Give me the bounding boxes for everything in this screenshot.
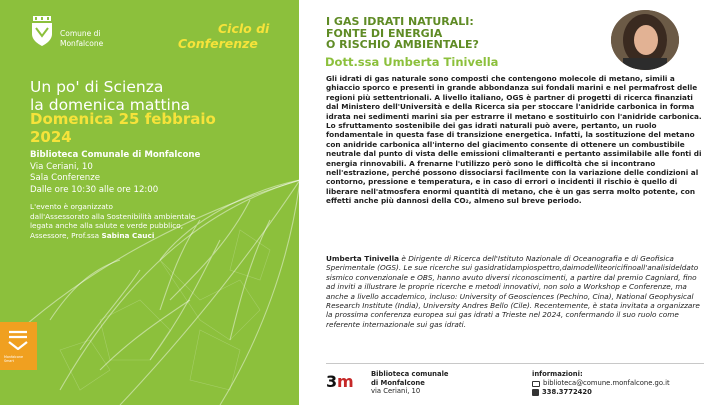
ciclo-conferenze — [178, 21, 269, 51]
series-title — [30, 78, 190, 114]
bio-text: è Dirigente di Ricerca dell'Istituto Nazionale di Oceanografia e di Geofisica Sperimentale (OGS). Le sue ricerche sui gasidratidampiospettro,daimodelliteoricifinoall'analisideldato sismico convenzionale e OBS, hanno avuto diversi riconoscimenti, a partire dal premio Cagniard, fino ad inviti a illustrare le proprie ricerche e metodi innovativi, non solo a Workshop e Conferenze, ma anche a livello accademico, incluso: University of Geosciences (Pechino, Cina), National Geophysical Research Institute (India), University Andres Bello (Cile). Recentemente, è stata invitata a organizzare la prossima conferenza europea sui gas idrati a Trieste nel 2024, confermando il suo ruolo come referente internazionale sui gas idrati. — [326, 254, 700, 329]
footer-divider — [326, 363, 704, 364]
mfc-line1: Monfalcone — [4, 355, 23, 359]
talk-title-line3: O RISCHIO AMBIENTALE? — [326, 38, 479, 51]
series-title-line2: la domenica mattina — [30, 96, 191, 114]
left-panel — [0, 0, 299, 405]
organizer-role: Assessore, Prof.ssa — [30, 230, 102, 240]
event-date — [30, 110, 216, 146]
contact-phone-row[interactable] — [532, 388, 670, 397]
contact-email[interactable]: biblioteca@comune.monfalcone.go.it — [543, 379, 670, 387]
library-address — [371, 370, 449, 396]
talk-abstract: Gli idrati di gas naturale sono composti che contengono molecole di metano, simili a ghiaccio sporco e presenti in grande abbondanza sui fondali marini e nel permafrost delle regioni più settentrionali. A livello italiano, OGS è partner di progetti di ricerca finanziati dal Ministero dell'Università e della Ricerca sia per stoccare l'anidride carbonica in forma idrata nei sedimenti marini sia per estrarre il metano e sostituirlo con l'anidride carbonica. Lo sfruttamento sostenibile dei gas idrati naturali può avere, pertanto, un ruolo fondamentale in questa fase di transizione energetica. Infatti, la sostituzione del metano con anidride carbonica all'interno del giacimento consente di ottenere un combustibile neutrale dal punto di vista delle emissioni climalteranti e pertanto assimilabile alle fonti di energia rinnovabili. A frenarne l'utilizzo però sono le difficoltà che si incontrano nell'estrazione, perché possono dissociarsi facilmente con la variazione delle condizioni al contorno, pressione e temperatura, e in caso di errori o incidenti il rischio è quello di liberare nell'atmosfera enormi quantità di metano, che è un gas serra molto potente, con effetti anche più dannosi della CO₂, almeno sul breve periodo. — [326, 74, 702, 206]
contact-phone[interactable]: 338.3772420 — [542, 388, 592, 396]
talk-title-line2: FONTE DI ENERGIA — [326, 26, 443, 40]
mfc-mark-icon — [8, 328, 28, 350]
organizer-line4 — [30, 231, 195, 241]
email-icon — [532, 381, 540, 387]
mfc-line2: Smart — [4, 359, 14, 363]
venue-address: Via Ceriani, 10 — [30, 161, 93, 172]
venue-info — [30, 150, 200, 196]
contact-email-row[interactable] — [532, 379, 670, 388]
organizer-line1: L'evento è organizzato — [30, 202, 113, 211]
event-date-line2: 2024 — [30, 128, 72, 146]
library-line3: via Ceriani, 10 — [371, 387, 421, 395]
municipal-crest-icon — [30, 16, 54, 46]
venue-name: Biblioteca Comunale di Monfalcone — [30, 150, 201, 160]
venue-room: Sala Conferenze — [30, 173, 101, 183]
speaker-photo — [611, 10, 679, 70]
contact-heading: informazioni: — [532, 370, 583, 378]
speaker-name: Dott.ssa Umberta Tinivella — [325, 55, 499, 69]
comune-line1: Comune di — [60, 29, 101, 38]
phone-icon — [532, 389, 539, 396]
series-title-line1: Un po' di Scienza — [30, 78, 164, 96]
svg-text:m: m — [337, 372, 354, 390]
contact-info — [532, 370, 670, 397]
event-date-line1: Domenica 25 febbraio — [30, 110, 216, 128]
organizer-name: Sabina Cauci — [101, 230, 155, 240]
ciclo-line1: Ciclo di — [218, 21, 270, 36]
talk-title — [326, 16, 479, 51]
venue-time: Dalle ore 10:30 alle ore 12:00 — [30, 184, 159, 195]
comune-line2: Monfalcone — [60, 39, 104, 48]
talk-title-line1: I GAS IDRATI NATURALI: — [326, 15, 474, 28]
library-line2: di Monfalcone — [371, 378, 425, 387]
mfc-text — [4, 355, 23, 363]
biblioteca-3m-logo — [326, 372, 364, 390]
bio-name: Umberta Tinivella — [326, 254, 400, 263]
comune-label — [60, 29, 103, 49]
speaker-bio — [326, 254, 704, 329]
ciclo-line2: Conferenze — [178, 36, 258, 51]
library-line1: Biblioteca comunale — [371, 370, 449, 378]
monfalcone-smart-logo — [0, 322, 37, 370]
svg-text:3: 3 — [326, 372, 338, 390]
organizer-note — [30, 202, 195, 240]
organizer-line3: legata anche alla salute e verde pubblico, — [30, 221, 184, 230]
speaker-portrait-icon — [611, 10, 679, 70]
organizer-line2: dall'Assessorato alla Sostenibilità ambientale — [30, 211, 196, 221]
